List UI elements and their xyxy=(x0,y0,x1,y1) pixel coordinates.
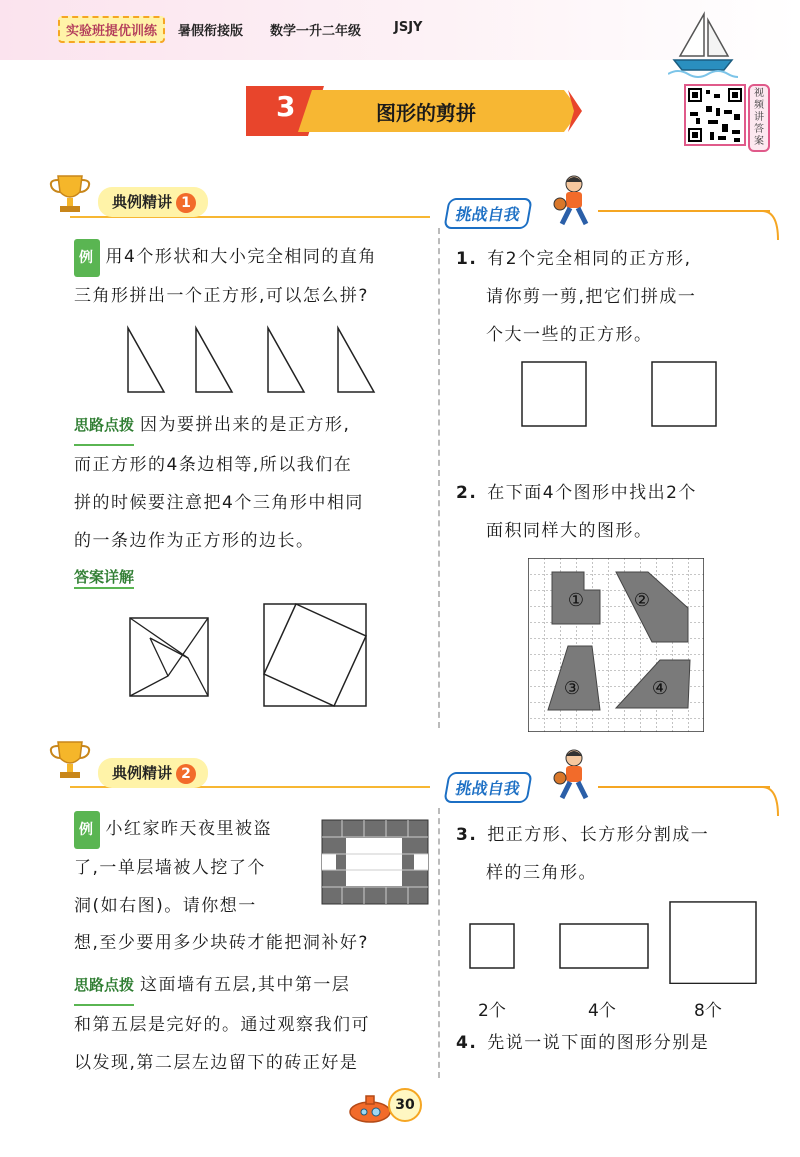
example-line: 了,一单层墙被人挖了个 xyxy=(74,858,266,878)
shapes-to-divide-figure xyxy=(464,900,764,984)
section-heading-label: 典例精讲 xyxy=(112,764,173,782)
question-line: 样的三角形。 xyxy=(486,863,597,883)
hint-line: 这面墙有五层,其中第一层 xyxy=(140,975,351,995)
lesson-number: 3 xyxy=(276,90,296,123)
submarine-icon xyxy=(346,1090,392,1126)
column-divider xyxy=(438,228,442,728)
question-number: 1. xyxy=(456,249,478,269)
brick-wall-figure xyxy=(320,818,430,906)
shape-label-2: ② xyxy=(633,590,651,611)
qr-label: 视频讲答案 xyxy=(748,84,770,152)
example-tag: 例 xyxy=(74,239,100,277)
question-3 xyxy=(456,816,776,892)
two-squares-figure xyxy=(516,358,726,430)
hint-tag: 思路点拨 xyxy=(74,406,134,446)
challenge-line-curve xyxy=(762,786,782,816)
sailboat-icon xyxy=(668,8,738,78)
question-number: 4. xyxy=(456,1033,478,1053)
series-title: 实验班提优训练 xyxy=(58,16,165,43)
example-line: 小红家昨天夜里被盗 xyxy=(105,819,272,839)
question-number: 2. xyxy=(456,483,478,503)
question-number: 3. xyxy=(456,825,478,845)
qr-code-icon[interactable] xyxy=(684,84,746,146)
question-4 xyxy=(456,1024,776,1062)
section-heading-number: 1 xyxy=(176,193,196,213)
trophy-icon xyxy=(46,738,94,782)
hint-line: 以发现,第二层左边留下的砖正好是 xyxy=(74,1053,359,1073)
answer-tag: 答案详解 xyxy=(74,566,134,589)
section-heading-2 xyxy=(98,758,208,788)
question-line: 请你剪一剪,把它们拼成一 xyxy=(486,287,697,307)
answer-squares-figure xyxy=(126,600,416,710)
challenge-heading-1: 挑战自我 xyxy=(443,198,532,229)
count-label-1: 2个 xyxy=(478,1001,506,1021)
answer-tag-wrap xyxy=(74,566,140,589)
publisher-label: JSJY xyxy=(394,20,423,35)
section-heading-number: 2 xyxy=(176,764,196,784)
example-2-last-line: 想,至少要用多少块砖才能把洞补好? xyxy=(74,933,369,953)
question-line: 在下面4个图形中找出2个 xyxy=(487,483,697,503)
shape-label-4: ④ xyxy=(651,678,669,699)
challenge-line xyxy=(598,786,770,790)
example-1-text xyxy=(74,238,434,315)
trophy-icon xyxy=(46,172,94,216)
hint-line: 拼的时候要注意把4个三角形中相同 xyxy=(74,493,364,513)
question-2 xyxy=(456,474,776,550)
hint-tag: 思路点拨 xyxy=(74,966,134,1006)
example-tag: 例 xyxy=(74,811,100,849)
example-line: 用4个形状和大小完全相同的直角 xyxy=(105,247,377,267)
question-line: 有2个完全相同的正方形, xyxy=(487,249,692,269)
question-1 xyxy=(456,240,776,354)
example-line: 洞(如右图)。请你想一 xyxy=(74,896,257,916)
challenge-line xyxy=(598,210,770,214)
boy-running-icon xyxy=(548,748,598,804)
example-2-text xyxy=(74,810,324,925)
grid-shapes-figure xyxy=(528,558,704,732)
boy-running-icon xyxy=(548,174,598,230)
question-line: 先说一说下面的图形分别是 xyxy=(487,1033,710,1053)
shape-label-1: ① xyxy=(567,590,585,611)
section-heading-1 xyxy=(98,187,208,217)
hint-line: 因为要拼出来的是正方形, xyxy=(140,415,351,435)
challenge-heading-2: 挑战自我 xyxy=(443,772,532,803)
challenge-line-curve xyxy=(762,210,782,240)
edition-label: 暑假衔接版 xyxy=(178,24,244,39)
section-heading-label: 典例精讲 xyxy=(112,193,173,211)
question-line: 把正方形、长方形分割成一 xyxy=(487,825,710,845)
hint-2-text xyxy=(74,966,434,1082)
question-line: 面积同样大的图形。 xyxy=(486,521,653,541)
hint-line: 和第五层是完好的。通过观察我们可 xyxy=(74,1015,370,1035)
grade-label: 数学一升二年级 xyxy=(270,24,362,39)
count-label-3: 8个 xyxy=(694,1001,722,1021)
example-line: 三角形拼出一个正方形,可以怎么拼? xyxy=(74,286,369,306)
hint-line: 的一条边作为正方形的边长。 xyxy=(74,531,315,551)
count-label-2: 4个 xyxy=(588,1001,616,1021)
lesson-title: 图形的剪拼 xyxy=(376,101,476,125)
four-triangles-figure xyxy=(118,320,378,400)
hint-line: 而正方形的4条边相等,所以我们在 xyxy=(74,455,353,475)
page-number: 30 xyxy=(388,1088,422,1122)
shape-label-3: ③ xyxy=(563,678,581,699)
hint-1-text xyxy=(74,406,434,560)
question-line: 个大一些的正方形。 xyxy=(486,325,653,345)
